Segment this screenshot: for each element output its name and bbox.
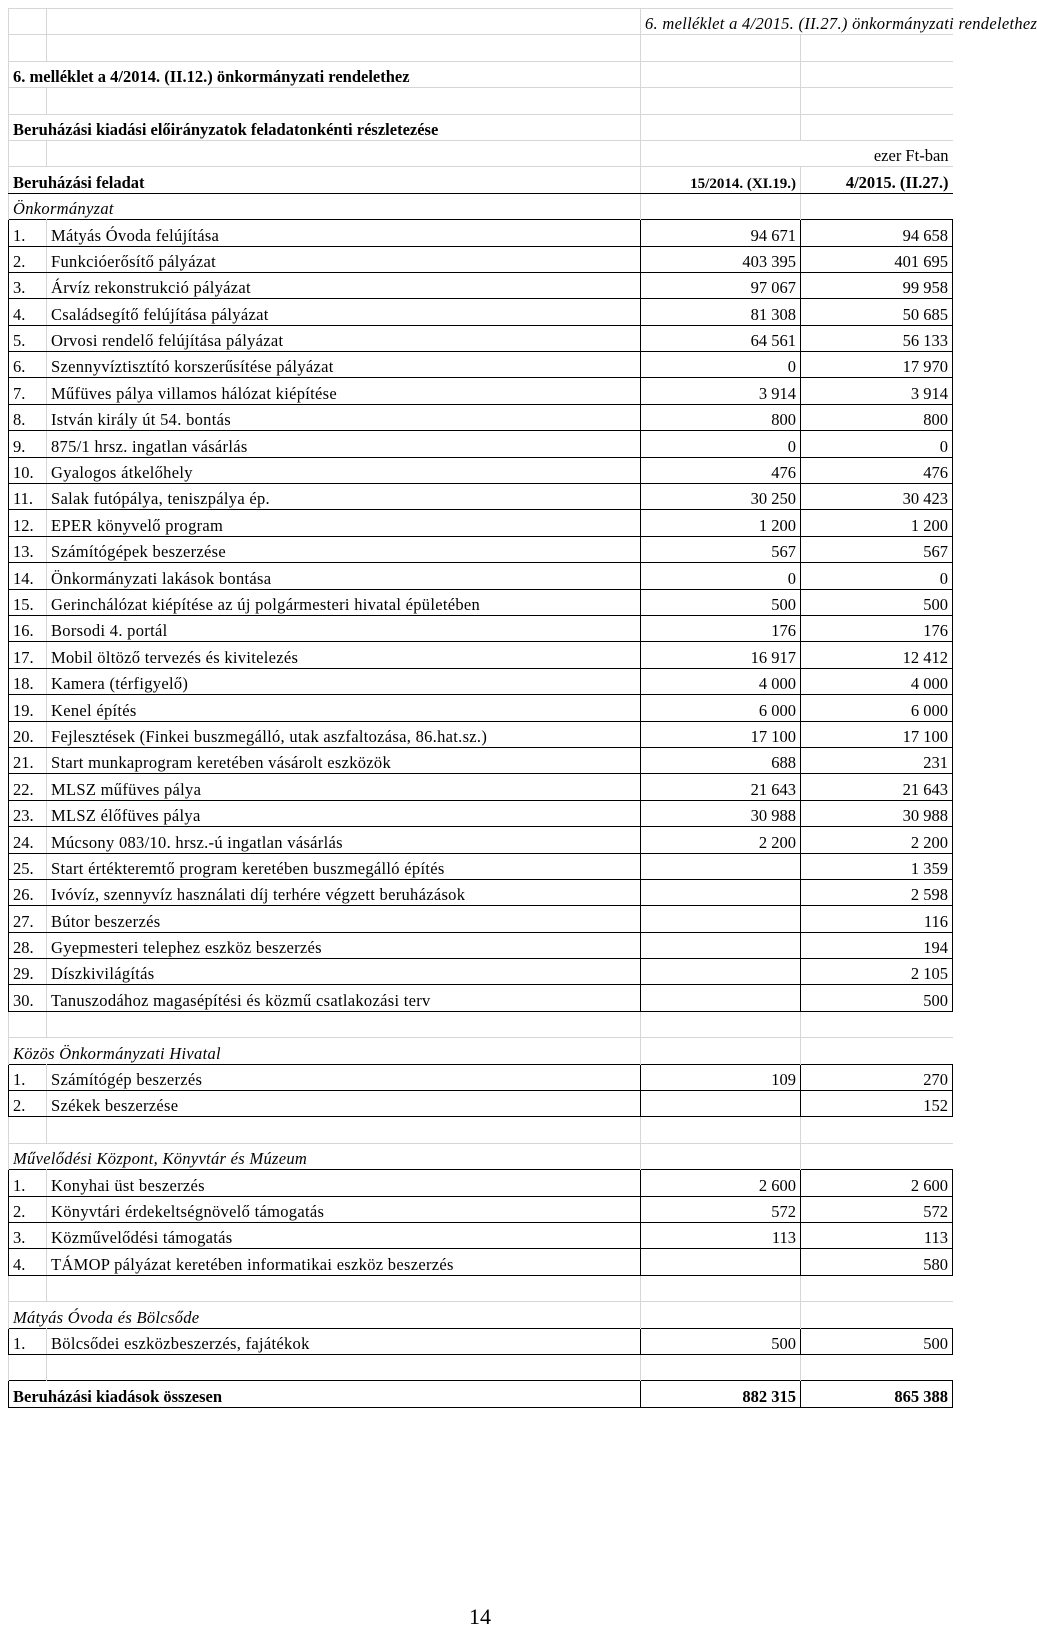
row-task-name: Kamera (térfigyelő) xyxy=(47,668,641,694)
table-row xyxy=(9,800,953,826)
row-task-name: TÁMOP pályázat keretében informatikai eszköz beszerzés xyxy=(47,1249,641,1275)
row-value-col2: 17 970 xyxy=(801,352,953,378)
row-task-name: Gerinchálózat kiépítése az új polgármesteri hivatal épületében xyxy=(47,589,641,615)
row-value-col2: 2 600 xyxy=(801,1170,953,1196)
row-value-col2: 270 xyxy=(801,1064,953,1090)
row-task-name: Ivóvíz, szennyvíz használati díj terhére végzett beruházások xyxy=(47,879,641,905)
column-header-task: Beruházási feladat xyxy=(9,167,641,193)
row-number: 28. xyxy=(9,932,47,958)
table-row xyxy=(9,589,953,615)
row-value-col2: 2 598 xyxy=(801,879,953,905)
row-value-col2: 231 xyxy=(801,747,953,773)
section-header xyxy=(9,1143,953,1169)
row-number: 14. xyxy=(9,563,47,589)
row-value-col1: 2 200 xyxy=(641,827,801,853)
row-value-col1 xyxy=(641,985,801,1011)
row-number: 2. xyxy=(9,1091,47,1117)
row-number: 4. xyxy=(9,1249,47,1275)
table-row xyxy=(9,985,953,1011)
table-row xyxy=(9,695,953,721)
row-number: 3. xyxy=(9,272,47,298)
row-task-name: Bölcsődei eszközbeszerzés, fajátékok xyxy=(47,1328,641,1354)
row-value-col2: 113 xyxy=(801,1222,953,1248)
table-row xyxy=(9,959,953,985)
row-task-name: Borsodi 4. portál xyxy=(47,615,641,641)
row-value-col2: 56 133 xyxy=(801,325,953,351)
row-number: 27. xyxy=(9,906,47,932)
row-task-name: Gyalogos átkelőhely xyxy=(47,457,641,483)
section-header xyxy=(9,1038,953,1064)
row-task-name: Műfüves pálya villamos hálózat kiépítése xyxy=(47,378,641,404)
row-value-col1: 500 xyxy=(641,1328,801,1354)
row-value-col1: 567 xyxy=(641,536,801,562)
row-number: 4. xyxy=(9,299,47,325)
row-value-col2: 500 xyxy=(801,985,953,1011)
table-row xyxy=(9,668,953,694)
row-value-col2: 152 xyxy=(801,1091,953,1117)
annex-new-label: 6. melléklet a 4/2015. (II.27.) önkormányzati rendelethez xyxy=(641,9,953,35)
row-number: 30. xyxy=(9,985,47,1011)
row-task-name: Számítógépek beszerzése xyxy=(47,536,641,562)
table-row xyxy=(9,774,953,800)
row-value-col1: 2 600 xyxy=(641,1170,801,1196)
section-title: Önkormányzat xyxy=(9,193,641,219)
table-row xyxy=(9,352,953,378)
table-row xyxy=(9,615,953,641)
row-number: 1. xyxy=(9,220,47,246)
row-value-col2: 12 412 xyxy=(801,642,953,668)
row-task-name: Szennyvíztisztító korszerűsítése pályázat xyxy=(47,352,641,378)
row-value-col1 xyxy=(641,906,801,932)
table-row xyxy=(9,853,953,879)
row-value-col1: 1 200 xyxy=(641,510,801,536)
row-value-col2: 17 100 xyxy=(801,721,953,747)
table-row xyxy=(9,1249,953,1275)
row-value-col1: 109 xyxy=(641,1064,801,1090)
table-row xyxy=(9,721,953,747)
row-value-col1 xyxy=(641,879,801,905)
row-number: 19. xyxy=(9,695,47,721)
row-value-col2: 194 xyxy=(801,932,953,958)
table-row xyxy=(9,563,953,589)
row-value-col2: 4 000 xyxy=(801,668,953,694)
section-title: Közös Önkormányzati Hivatal xyxy=(9,1038,641,1064)
row-number: 1. xyxy=(9,1064,47,1090)
row-value-col1: 81 308 xyxy=(641,299,801,325)
table-row xyxy=(9,457,953,483)
row-value-col1: 800 xyxy=(641,404,801,430)
row-task-name: Székek beszerzése xyxy=(47,1091,641,1117)
row-task-name: Mátyás Óvoda felújítása xyxy=(47,220,641,246)
row-task-name: 875/1 hrsz. ingatlan vásárlás xyxy=(47,431,641,457)
row-number: 17. xyxy=(9,642,47,668)
table-row xyxy=(9,536,953,562)
row-value-col2: 3 914 xyxy=(801,378,953,404)
row-value-col1: 476 xyxy=(641,457,801,483)
page-title: Beruházási kiadási előirányzatok feladatonkénti részletezése xyxy=(9,114,641,140)
row-value-col1: 97 067 xyxy=(641,272,801,298)
row-value-col2: 500 xyxy=(801,589,953,615)
row-value-col2: 1 200 xyxy=(801,510,953,536)
row-value-col1 xyxy=(641,1091,801,1117)
row-number: 15. xyxy=(9,589,47,615)
table-row xyxy=(9,747,953,773)
table-row xyxy=(9,404,953,430)
row-number: 1. xyxy=(9,1328,47,1354)
row-number: 21. xyxy=(9,747,47,773)
section-title: Művelődési Központ, Könyvtár és Múzeum xyxy=(9,1143,641,1169)
row-number: 6. xyxy=(9,352,47,378)
row-value-col1 xyxy=(641,1249,801,1275)
row-number: 2. xyxy=(9,246,47,272)
row-task-name: Bútor beszerzés xyxy=(47,906,641,932)
row-value-col1 xyxy=(641,959,801,985)
row-task-name: Salak futópálya, teniszpálya ép. xyxy=(47,484,641,510)
section-title: Mátyás Óvoda és Bölcsőde xyxy=(9,1302,641,1328)
row-value-col1: 3 914 xyxy=(641,378,801,404)
row-task-name: Mobil öltöző tervezés és kivitelezés xyxy=(47,642,641,668)
row-value-col1: 30 988 xyxy=(641,800,801,826)
row-value-col2: 2 105 xyxy=(801,959,953,985)
row-value-col1: 0 xyxy=(641,352,801,378)
row-value-col2: 580 xyxy=(801,1249,953,1275)
row-value-col1: 688 xyxy=(641,747,801,773)
row-number: 20. xyxy=(9,721,47,747)
row-value-col2: 116 xyxy=(801,906,953,932)
table-row xyxy=(9,1170,953,1196)
row-value-col1: 176 xyxy=(641,615,801,641)
row-value-col1: 0 xyxy=(641,431,801,457)
row-value-col1 xyxy=(641,932,801,958)
table-row xyxy=(9,325,953,351)
row-value-col2: 572 xyxy=(801,1196,953,1222)
table-row xyxy=(9,1196,953,1222)
row-value-col2: 0 xyxy=(801,431,953,457)
row-number: 5. xyxy=(9,325,47,351)
column-header-col1: 15/2014. (XI.19.) xyxy=(641,167,801,193)
row-task-name: Díszkivilágítás xyxy=(47,959,641,985)
row-value-col2: 50 685 xyxy=(801,299,953,325)
row-value-col1: 94 671 xyxy=(641,220,801,246)
row-task-name: Családsegítő felújítása pályázat xyxy=(47,299,641,325)
table-row xyxy=(9,378,953,404)
row-value-col1: 21 643 xyxy=(641,774,801,800)
row-number: 3. xyxy=(9,1222,47,1248)
row-task-name: MLSZ élőfüves pálya xyxy=(47,800,641,826)
row-value-col1: 64 561 xyxy=(641,325,801,351)
table-row xyxy=(9,246,953,272)
table-row xyxy=(9,827,953,853)
row-task-name: Start munkaprogram keretében vásárolt eszközök xyxy=(47,747,641,773)
row-task-name: István király út 54. bontás xyxy=(47,404,641,430)
row-value-col2: 476 xyxy=(801,457,953,483)
table-row xyxy=(9,642,953,668)
section-header xyxy=(9,193,953,219)
table-row xyxy=(9,510,953,536)
row-number: 18. xyxy=(9,668,47,694)
row-number: 13. xyxy=(9,536,47,562)
total-row xyxy=(9,1381,953,1407)
table-row xyxy=(9,1328,953,1354)
row-value-col1: 500 xyxy=(641,589,801,615)
row-number: 2. xyxy=(9,1196,47,1222)
row-number: 16. xyxy=(9,615,47,641)
row-value-col2: 800 xyxy=(801,404,953,430)
row-value-col1: 16 917 xyxy=(641,642,801,668)
row-task-name: Kenel építés xyxy=(47,695,641,721)
row-number: 29. xyxy=(9,959,47,985)
row-value-col2: 500 xyxy=(801,1328,953,1354)
row-value-col2: 401 695 xyxy=(801,246,953,272)
row-task-name: EPER könyvelő program xyxy=(47,510,641,536)
row-value-col1: 572 xyxy=(641,1196,801,1222)
row-task-name: MLSZ műfüves pálya xyxy=(47,774,641,800)
row-number: 12. xyxy=(9,510,47,536)
row-value-col2: 30 988 xyxy=(801,800,953,826)
table-row xyxy=(9,272,953,298)
total-value-col2: 865 388 xyxy=(801,1381,953,1407)
row-value-col2: 21 643 xyxy=(801,774,953,800)
row-value-col1: 30 250 xyxy=(641,484,801,510)
row-number: 1. xyxy=(9,1170,47,1196)
row-value-col2: 0 xyxy=(801,563,953,589)
row-task-name: Tanuszodához magasépítési és közmű csatlakozási terv xyxy=(47,985,641,1011)
row-value-col2: 567 xyxy=(801,536,953,562)
row-value-col2: 2 200 xyxy=(801,827,953,853)
row-number: 25. xyxy=(9,853,47,879)
row-value-col1: 113 xyxy=(641,1222,801,1248)
row-value-col2: 94 658 xyxy=(801,220,953,246)
row-task-name: Start értékteremtő program keretében buszmegálló építés xyxy=(47,853,641,879)
row-value-col2: 30 423 xyxy=(801,484,953,510)
table-row xyxy=(9,879,953,905)
unit-label: ezer Ft-ban xyxy=(641,140,953,166)
row-number: 9. xyxy=(9,431,47,457)
row-number: 11. xyxy=(9,484,47,510)
table-row xyxy=(9,906,953,932)
row-task-name: Múcsony 083/10. hrsz.-ú ingatlan vásárlás xyxy=(47,827,641,853)
table-row xyxy=(9,220,953,246)
row-value-col2: 176 xyxy=(801,615,953,641)
table-row xyxy=(9,431,953,457)
investment-table xyxy=(8,8,1037,1408)
row-value-col2: 99 958 xyxy=(801,272,953,298)
row-number: 7. xyxy=(9,378,47,404)
row-number: 24. xyxy=(9,827,47,853)
annex-old-label: 6. melléklet a 4/2014. (II.12.) önkormányzati rendelethez xyxy=(9,61,641,87)
table-row xyxy=(9,932,953,958)
page-number: 14 xyxy=(469,1604,491,1629)
row-task-name: Árvíz rekonstrukció pályázat xyxy=(47,272,641,298)
row-value-col2: 1 359 xyxy=(801,853,953,879)
spreadsheet xyxy=(8,8,1037,1408)
row-number: 23. xyxy=(9,800,47,826)
row-task-name: Önkormányzati lakások bontása xyxy=(47,563,641,589)
column-header-col2: 4/2015. (II.27.) xyxy=(801,167,953,193)
row-task-name: Funkcióerősítő pályázat xyxy=(47,246,641,272)
row-value-col1: 403 395 xyxy=(641,246,801,272)
row-number: 8. xyxy=(9,404,47,430)
table-row xyxy=(9,484,953,510)
table-row xyxy=(9,1222,953,1248)
row-number: 26. xyxy=(9,879,47,905)
total-label: Beruházási kiadások összesen xyxy=(9,1381,641,1407)
row-value-col2: 6 000 xyxy=(801,695,953,721)
row-task-name: Orvosi rendelő felújítása pályázat xyxy=(47,325,641,351)
row-value-col1 xyxy=(641,853,801,879)
row-task-name: Fejlesztések (Finkei buszmegálló, utak aszfaltozása, 86.hat.sz.) xyxy=(47,721,641,747)
table-row xyxy=(9,1064,953,1090)
table-row xyxy=(9,299,953,325)
row-task-name: Konyhai üst beszerzés xyxy=(47,1170,641,1196)
row-task-name: Gyepmesteri telephez eszköz beszerzés xyxy=(47,932,641,958)
row-value-col1: 17 100 xyxy=(641,721,801,747)
total-value-col1: 882 315 xyxy=(641,1381,801,1407)
row-task-name: Közművelődési támogatás xyxy=(47,1222,641,1248)
table-row xyxy=(9,1091,953,1117)
row-value-col1: 4 000 xyxy=(641,668,801,694)
row-number: 10. xyxy=(9,457,47,483)
row-task-name: Könyvtári érdekeltségnövelő támogatás xyxy=(47,1196,641,1222)
row-value-col1: 6 000 xyxy=(641,695,801,721)
row-number: 22. xyxy=(9,774,47,800)
row-value-col1: 0 xyxy=(641,563,801,589)
row-task-name: Számítógép beszerzés xyxy=(47,1064,641,1090)
section-header xyxy=(9,1302,953,1328)
